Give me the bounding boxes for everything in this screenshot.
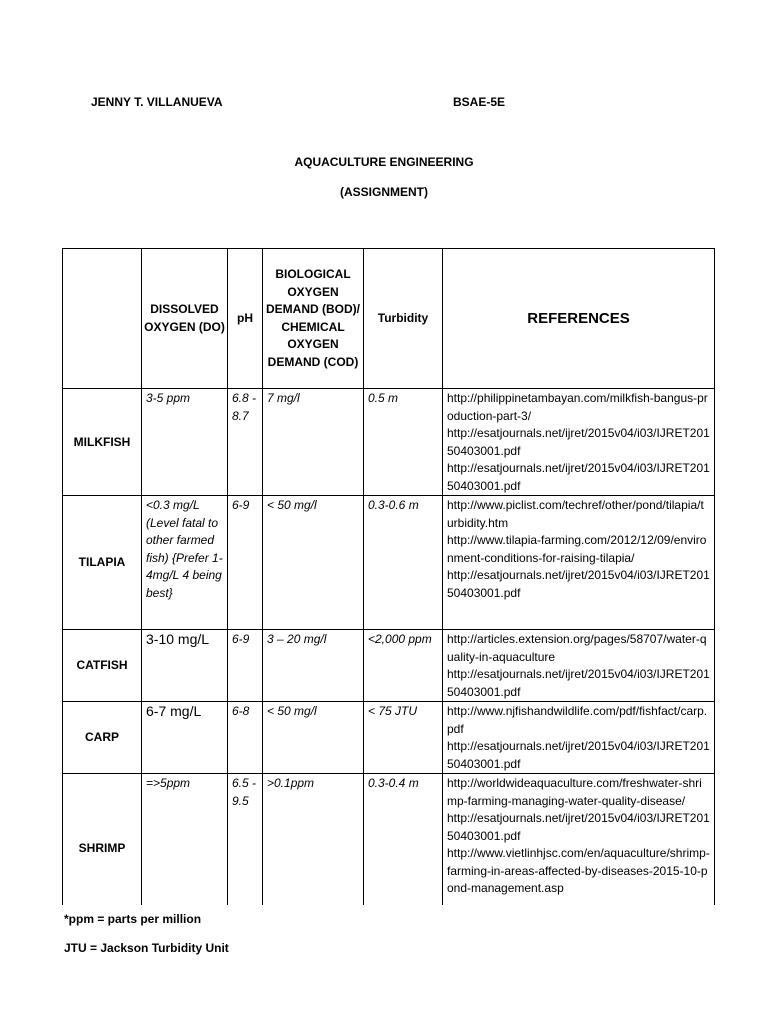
reference-link[interactable]: http://www.tilapia-farming.com/2012/12/09/environment-conditions-for-raising-tilapia/ [447,533,707,565]
fish-name: CARP [63,702,142,774]
reference-link[interactable]: http://www.piclist.com/techref/other/pond/tilapia/turbidity.htm [447,498,704,530]
header-corner-cell [63,249,142,389]
water-quality-table [62,248,715,905]
references-cell [443,496,715,630]
student-section: BSAE-5E [453,95,506,109]
header-references: REFERENCES [443,249,715,389]
turbidity-value: 0.3-0.4 m [364,774,443,906]
bod-value: 3 – 20 mg/l [263,630,364,702]
references-cell [443,774,715,906]
turbidity-value: <2,000 ppm [364,630,443,702]
do-value: <0.3 mg/L (Level fatal to other farmed fish) {Prefer 1-4mg/L 4 being best} [142,496,228,630]
document-title: AQUACULTURE ENGINEERING [294,155,474,169]
turbidity-value: 0.3-0.6 m [364,496,443,630]
ph-value: 6.8 - 8.7 [228,389,263,496]
fish-name: CATFISH [63,630,142,702]
do-value: =>5ppm [142,774,228,906]
references-cell [443,702,715,774]
references-cell [443,389,715,496]
fish-name: MILKFISH [63,389,142,496]
table-header-row [63,249,715,389]
header-dissolved-oxygen: DISSOLVED OXYGEN (DO) [142,249,228,389]
reference-link[interactable]: http://esatjournals.net/ijret/2015v04/i03/IJRET20150403001.pdf [447,461,710,493]
reference-link[interactable]: http://esatjournals.net/ijret/2015v04/i03/IJRET20150403001.pdf [447,667,710,699]
ph-value: 6-9 [228,496,263,630]
do-value: 3-5 ppm [142,389,228,496]
ph-value: 6-8 [228,702,263,774]
header-bod-cod: BIOLOGICAL OXYGEN DEMAND (BOD)/ CHEMICAL OXYGEN DEMAND (COD) [263,249,364,389]
ph-value: 6-9 [228,630,263,702]
reference-link[interactable]: http://www.njfishandwildlife.com/pdf/fishfact/carp.pdf [447,704,708,736]
references-cell [443,630,715,702]
turbidity-value: 0.5 m [364,389,443,496]
header-turbidity: Turbidity [364,249,443,389]
bod-value: < 50 mg/l [263,702,364,774]
fish-name: TILAPIA [63,496,142,630]
bod-value: 7 mg/l [263,389,364,496]
student-name: JENNY T. VILLANUEVA [91,95,223,109]
ph-value: 6.5 - 9.5 [228,774,263,906]
reference-link[interactable]: http://esatjournals.net/ijret/2015v04/i03/IJRET20150403001.pdf [447,426,710,458]
reference-link[interactable]: http://www.vietlinhjsc.com/en/aquaculture/shrimp-farming-in-areas-affected-by-diseases-2015-10-pond-management.asp [447,846,710,895]
table-row [63,496,715,630]
reference-link[interactable]: http://esatjournals.net/ijret/2015v04/i03/IJRET20150403001.pdf [447,568,710,600]
bod-value: < 50 mg/l [263,496,364,630]
footnote-jtu: JTU = Jackson Turbidity Unit [64,941,229,955]
do-value: 3-10 mg/L [142,630,228,702]
table-row [63,630,715,702]
document-subtitle: (ASSIGNMENT) [340,185,428,199]
footnote-ppm: *ppm = parts per million [64,912,202,926]
table-row [63,702,715,774]
header-ph: pH [228,249,263,389]
fish-name: SHRIMP [63,774,142,906]
reference-link[interactable]: http://philippinetambayan.com/milkfish-bangus-production-part-3/ [447,391,708,423]
reference-link[interactable]: http://esatjournals.net/ijret/2015v04/i03/IJRET20150403001.pdf [447,739,710,771]
do-value: 6-7 mg/L [142,702,228,774]
table-row [63,774,715,906]
turbidity-value: < 75 JTU [364,702,443,774]
reference-link[interactable]: http://articles.extension.org/pages/58707/water-quality-in-aquaculture [447,632,707,664]
reference-link[interactable]: http://worldwideaquaculture.com/freshwater-shrimp-farming-managing-water-quality-disease/ [447,776,702,808]
table-row [63,389,715,496]
reference-link[interactable]: http://esatjournals.net/ijret/2015v04/i03/IJRET20150403001.pdf [447,811,710,843]
bod-value: >0.1ppm [263,774,364,906]
